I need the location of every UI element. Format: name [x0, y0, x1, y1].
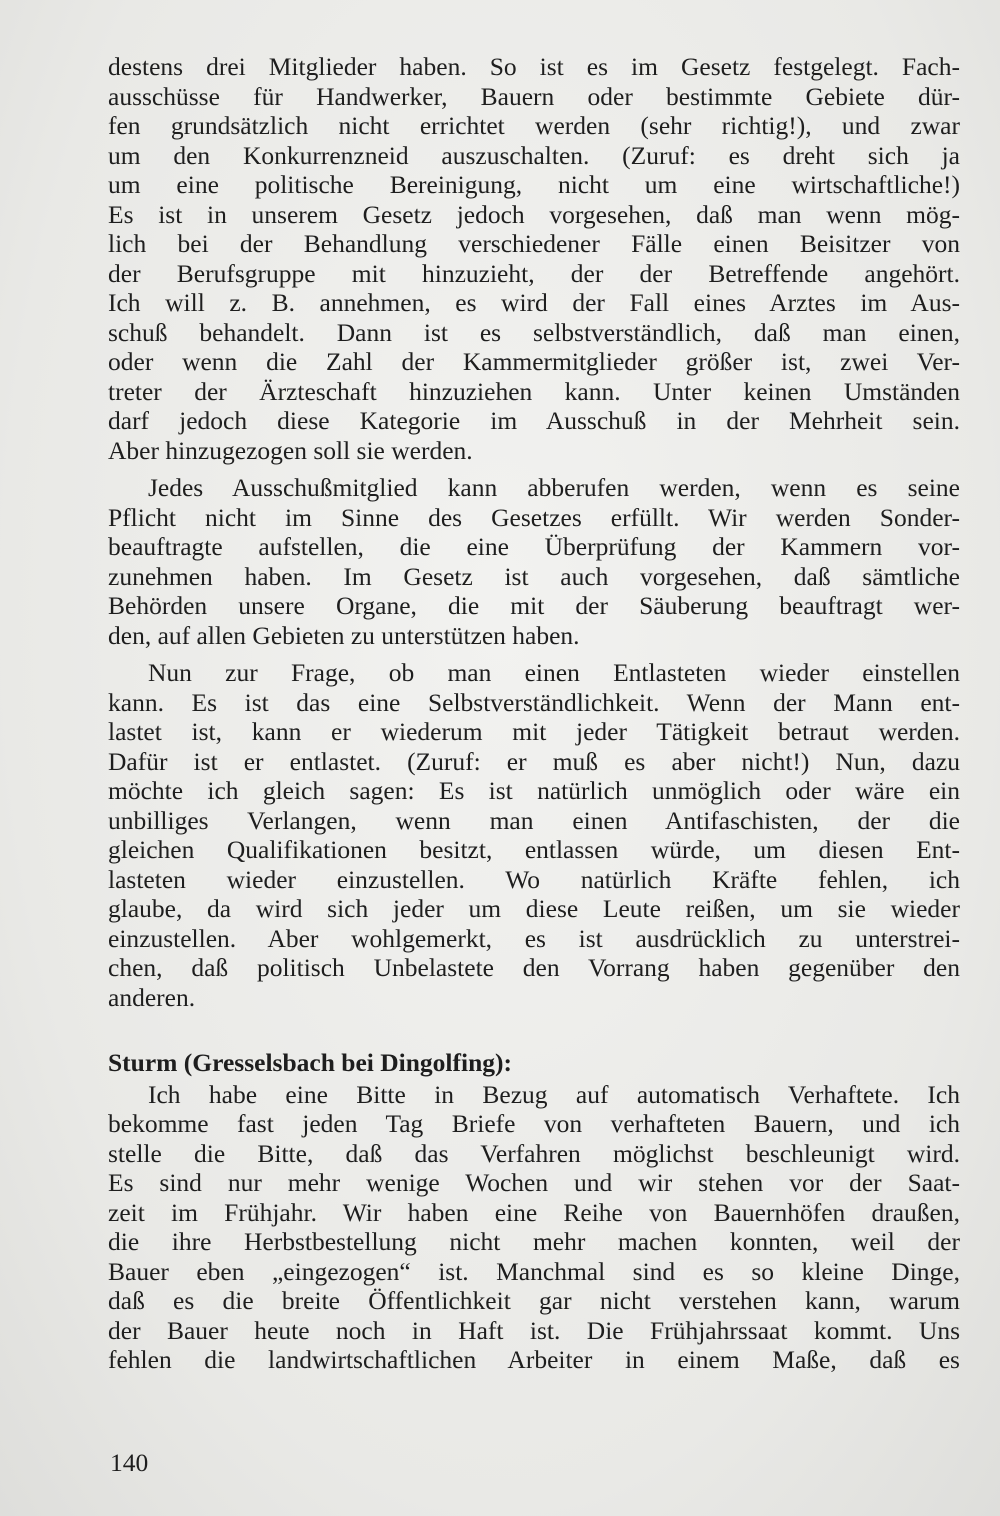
text-line: der Berufsgruppe mit hinzuzieht, der der Betreffende angehört. [108, 258, 960, 288]
text-line: der Bauer heute noch in Haft ist. Die Frühjahrssaat kommt. Uns [108, 1315, 960, 1345]
paragraph-1 [108, 52, 960, 465]
text-line: lich bei der Behandlung verschiedener Fälle einen Beisitzer von [108, 229, 960, 258]
text-line: lasteten wieder einzustellen. Wo natürlich Kräfte fehlen, ich [108, 864, 960, 894]
text-line: oder wenn die Zahl der Kammermitglieder größer ist, zwei Ver- [108, 347, 960, 376]
paragraph-gap [108, 650, 960, 658]
text-line: chen, daß politisch Unbelastete den Vorrang haben gegenüber den [108, 953, 960, 982]
paragraph-gap [108, 465, 960, 473]
text-line: zunehmen haben. Im Gesetz ist auch vorgesehen, daß sämtliche [108, 561, 960, 591]
text-line: einzustellen. Aber wohlgemerkt, es ist ausdrücklich zu unterstrei- [108, 923, 960, 953]
text-line: Ich will z. B. annehmen, es wird der Fall eines Arztes im Aus- [108, 288, 960, 317]
text-line: fehlen die landwirtschaftlichen Arbeiter in einem Maße, daß es [108, 1345, 960, 1374]
text-line: Dafür ist er entlastet. (Zuruf: er muß es aber nicht!) Nun, dazu [108, 746, 960, 776]
text-line: gleichen Qualifikationen besitzt, entlassen würde, um diesen Ent- [108, 835, 960, 864]
text-line: treter der Ärzteschaft hinzuziehen kann. Unter keinen Umständen [108, 376, 960, 406]
text-line: beauftragte aufstellen, die eine Überprüfung der Kammern vor- [108, 532, 960, 561]
text-line: Nun zur Frage, ob man einen Entlasteten wieder einstellen [148, 658, 960, 687]
text-line: um den Konkurrenzneid auszuschalten. (Zuruf: es dreht sich ja [108, 140, 960, 170]
text-line: darf jedoch diese Kategorie im Ausschuß in der Mehrheit sein. [108, 406, 960, 435]
speaker-heading: Sturm (Gresselsbach bei Dingolfing): [108, 1048, 512, 1077]
text-line: fen grundsätzlich nicht errichtet werden (sehr richtig!), und zwar [108, 111, 960, 140]
text-line: Bauer eben „eingezogen“ ist. Manchmal sind es so kleine Dinge, [108, 1256, 960, 1286]
text-line: kann. Es ist das eine Selbstverständlichkeit. Wenn der Mann ent- [108, 687, 960, 717]
paragraph-2 [108, 473, 960, 650]
text-line: stelle die Bitte, daß das Verfahren möglichst beschleunigt wird. [108, 1138, 960, 1168]
text-line: Ich habe eine Bitte in Bezug auf automatisch Verhaftete. Ich [148, 1079, 960, 1109]
text-line: den, auf allen Gebieten zu unterstützen haben. [108, 620, 580, 650]
text-line: destens drei Mitglieder haben. So ist es im Gesetz festgelegt. Fach- [108, 52, 960, 81]
page-number: 140 [110, 1448, 149, 1477]
text-line: glaube, da wird sich jeder um diese Leute reißen, um sie wieder [108, 894, 960, 923]
text-line: Es sind nur mehr wenige Wochen und wir stehen vor der Saat- [108, 1168, 960, 1197]
text-line: schuß behandelt. Dann ist es selbstverständlich, daß man einen, [108, 317, 960, 347]
text-line: möchte ich gleich sagen: Es ist natürlich unmöglich oder wäre ein [108, 776, 960, 805]
section-gap [108, 1012, 960, 1048]
text-line: Aber hinzugezogen soll sie werden. [108, 435, 473, 465]
text-line: ausschüsse für Handwerker, Bauern oder bestimmte Gebiete dür- [108, 81, 960, 111]
text-line: bekomme fast jeden Tag Briefe von verhafteten Bauern, und ich [108, 1109, 960, 1138]
text-line: die ihre Herbstbestellung nicht mehr machen konnten, weil der [108, 1227, 960, 1256]
text-line: daß es die breite Öffentlichkeit gar nicht verstehen kann, warum [108, 1286, 960, 1315]
text-line: Behörden unsere Organe, die mit der Säuberung beauftragt wer- [108, 591, 960, 620]
text-line: anderen. [108, 982, 196, 1012]
text-line: Pflicht nicht im Sinne des Gesetzes erfüllt. Wir werden Sonder- [108, 502, 960, 532]
text-line: lastet ist, kann er wiederum mit jeder Tätigkeit betraut werden. [108, 717, 960, 746]
paragraph-3 [108, 658, 960, 1012]
text-line: um eine politische Bereinigung, nicht um eine wirtschaftliche!) [108, 170, 960, 199]
text-line: unbilliges Verlangen, wenn man einen Antifaschisten, der die [108, 805, 960, 835]
paragraph-4 [108, 1080, 960, 1375]
text-line: zeit im Frühjahr. Wir haben eine Reihe von Bauernhöfen draußen, [108, 1197, 960, 1227]
text-line: Es ist in unserem Gesetz jedoch vorgesehen, daß man wenn mög- [108, 199, 960, 229]
text-line: Jedes Ausschußmitglied kann abberufen werden, wenn es seine [148, 473, 960, 502]
body-text [108, 52, 960, 1375]
